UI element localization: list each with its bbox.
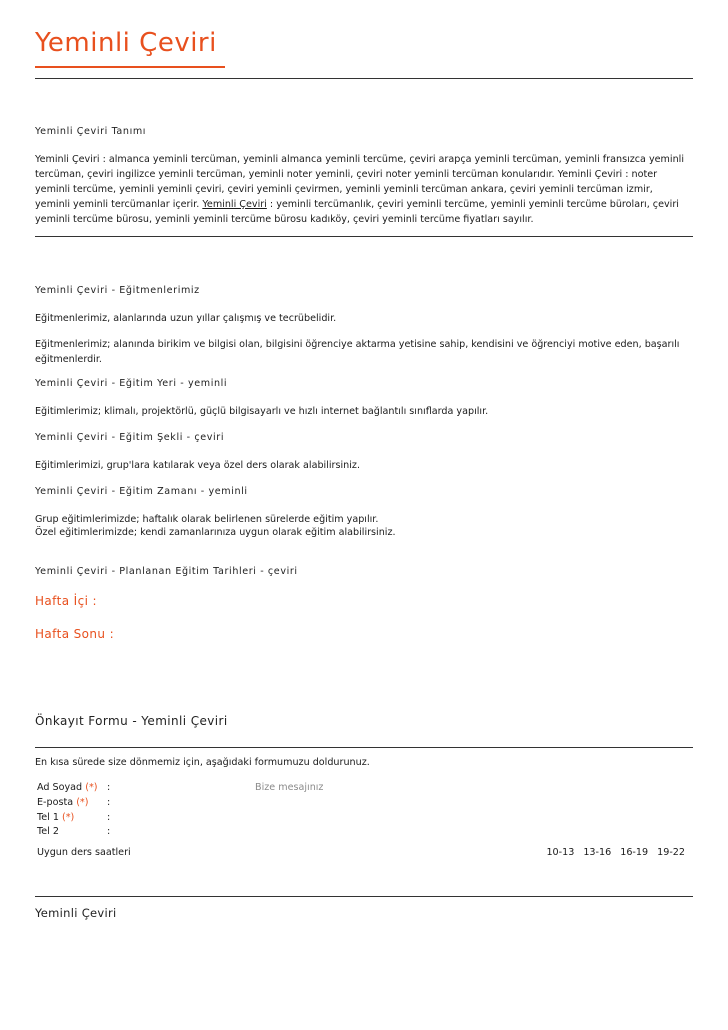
definition-heading: Yeminli Çeviri Tanımı (35, 126, 147, 137)
weekdays-label: Hafta İçi : (35, 594, 97, 608)
time-text-1: Grup eğitimlerimizde; haftalık olarak belirlenen sürelerde eğitim yapılır. (35, 514, 379, 525)
colon: : (107, 826, 111, 837)
name-input[interactable] (117, 782, 247, 795)
required-mark: (*) (62, 812, 75, 823)
colon: : (107, 782, 111, 793)
place-heading: Yeminli Çeviri - Eğitim Yeri - yeminli (35, 378, 228, 389)
email-label: E-posta (37, 797, 74, 808)
hours-options (546, 847, 685, 858)
tel1-input[interactable] (117, 812, 247, 825)
footer-divider (35, 896, 693, 897)
colon: : (107, 797, 111, 808)
title-underline (35, 66, 225, 68)
instructors-text-1: Eğitmenlerimiz, alanlarında uzun yıllar çalışmış ve tecrübelidir. (35, 313, 337, 324)
name-row (37, 782, 247, 797)
hour-slot-16-19[interactable]: 16-19 (620, 847, 649, 858)
site-title: Yeminli Çeviri (35, 28, 217, 58)
tel2-label: Tel 2 (37, 826, 59, 837)
definition-divider (35, 236, 693, 237)
name-label: Ad Soyad (37, 782, 83, 793)
dates-heading: Yeminli Çeviri - Planlanan Eğitim Tarihleri - çeviri (35, 566, 298, 577)
instructors-text-2: Eğitmenlerimiz; alanında birikim ve bilgisi olan, bilgisini öğrenciye aktarma yetisine sahip, kendisini ve öğrenciyi motive eden, başarılı eğitmenlerdir. (35, 339, 680, 365)
instructors-heading: Yeminli Çeviri - Eğitmenlerimiz (35, 285, 200, 296)
place-text: Eğitimlerimiz; klimalı, projektörlü, güçlü bilgisayarlı ve hızlı internet bağlantılı sınıflarda yapılır. (35, 406, 489, 417)
header-divider (35, 78, 693, 79)
hours-label: Uygun ders saatleri (37, 847, 131, 858)
time-heading: Yeminli Çeviri - Eğitim Zamanı - yeminli (35, 486, 248, 497)
definition-text-part1: Yeminli Çeviri : almanca yeminli tercüman, yeminli almanca yeminli tercüme, çeviri arapça yeminli tercüman, yeminli fransızca yeminli tercüman, çeviri ingilizce yeminli tercüman, yeminli noter yeminli, çeviri noter yeminli tercüman konularıdır. Yeminli Çeviri : noter yeminli tercüme, yeminli yeminli çeviri, çeviri yeminli çevirmen, yeminli yeminli tercüman ankara, çeviri yeminli tercüman izmir, yeminli yeminli tercümanlar içerir. (35, 154, 684, 210)
definition-paragraph (35, 152, 685, 227)
message-textarea[interactable] (255, 782, 555, 842)
footer-title: Yeminli Çeviri (35, 906, 117, 920)
tel2-input[interactable] (117, 826, 247, 839)
format-heading: Yeminli Çeviri - Eğitim Şekli - çeviri (35, 432, 225, 443)
hour-slot-19-22[interactable]: 19-22 (657, 847, 685, 858)
definition-text-part2: : yeminli tercümanlık, çeviri yeminli tercüme, yeminli yeminli tercüme büroları, çeviri yeminli tercüme bürosu, yeminli yeminli tercüme bürosu kadıköy, çeviri yeminli tercüme fiyatları sayılır. (35, 199, 679, 225)
required-mark: (*) (76, 797, 89, 808)
form-divider (35, 747, 693, 748)
tel1-label: Tel 1 (37, 812, 59, 823)
required-mark: (*) (85, 782, 98, 793)
hour-slot-10-13[interactable]: 10-13 (546, 847, 575, 858)
hour-slot-13-16[interactable]: 13-16 (583, 847, 612, 858)
format-text: Eğitimlerimizi, grup'lara katılarak veya özel ders olarak alabilirsiniz. (35, 460, 360, 471)
form-intro: En kısa sürede size dönmemiz için, aşağıdaki formumuzu doldurunuz. (35, 757, 370, 768)
email-input[interactable] (117, 797, 247, 810)
time-text-2: Özel eğitimlerimizde; kendi zamanlarınıza uygun olarak eğitim alabilirsiniz. (35, 527, 396, 538)
tel2-row (37, 826, 247, 841)
email-row (37, 797, 247, 812)
weekend-label: Hafta Sonu : (35, 627, 115, 641)
colon: : (107, 812, 111, 823)
definition-link[interactable]: Yeminli Çeviri (202, 199, 267, 210)
form-title: Önkayıt Formu - Yeminli Çeviri (35, 714, 228, 728)
tel1-row (37, 812, 247, 827)
